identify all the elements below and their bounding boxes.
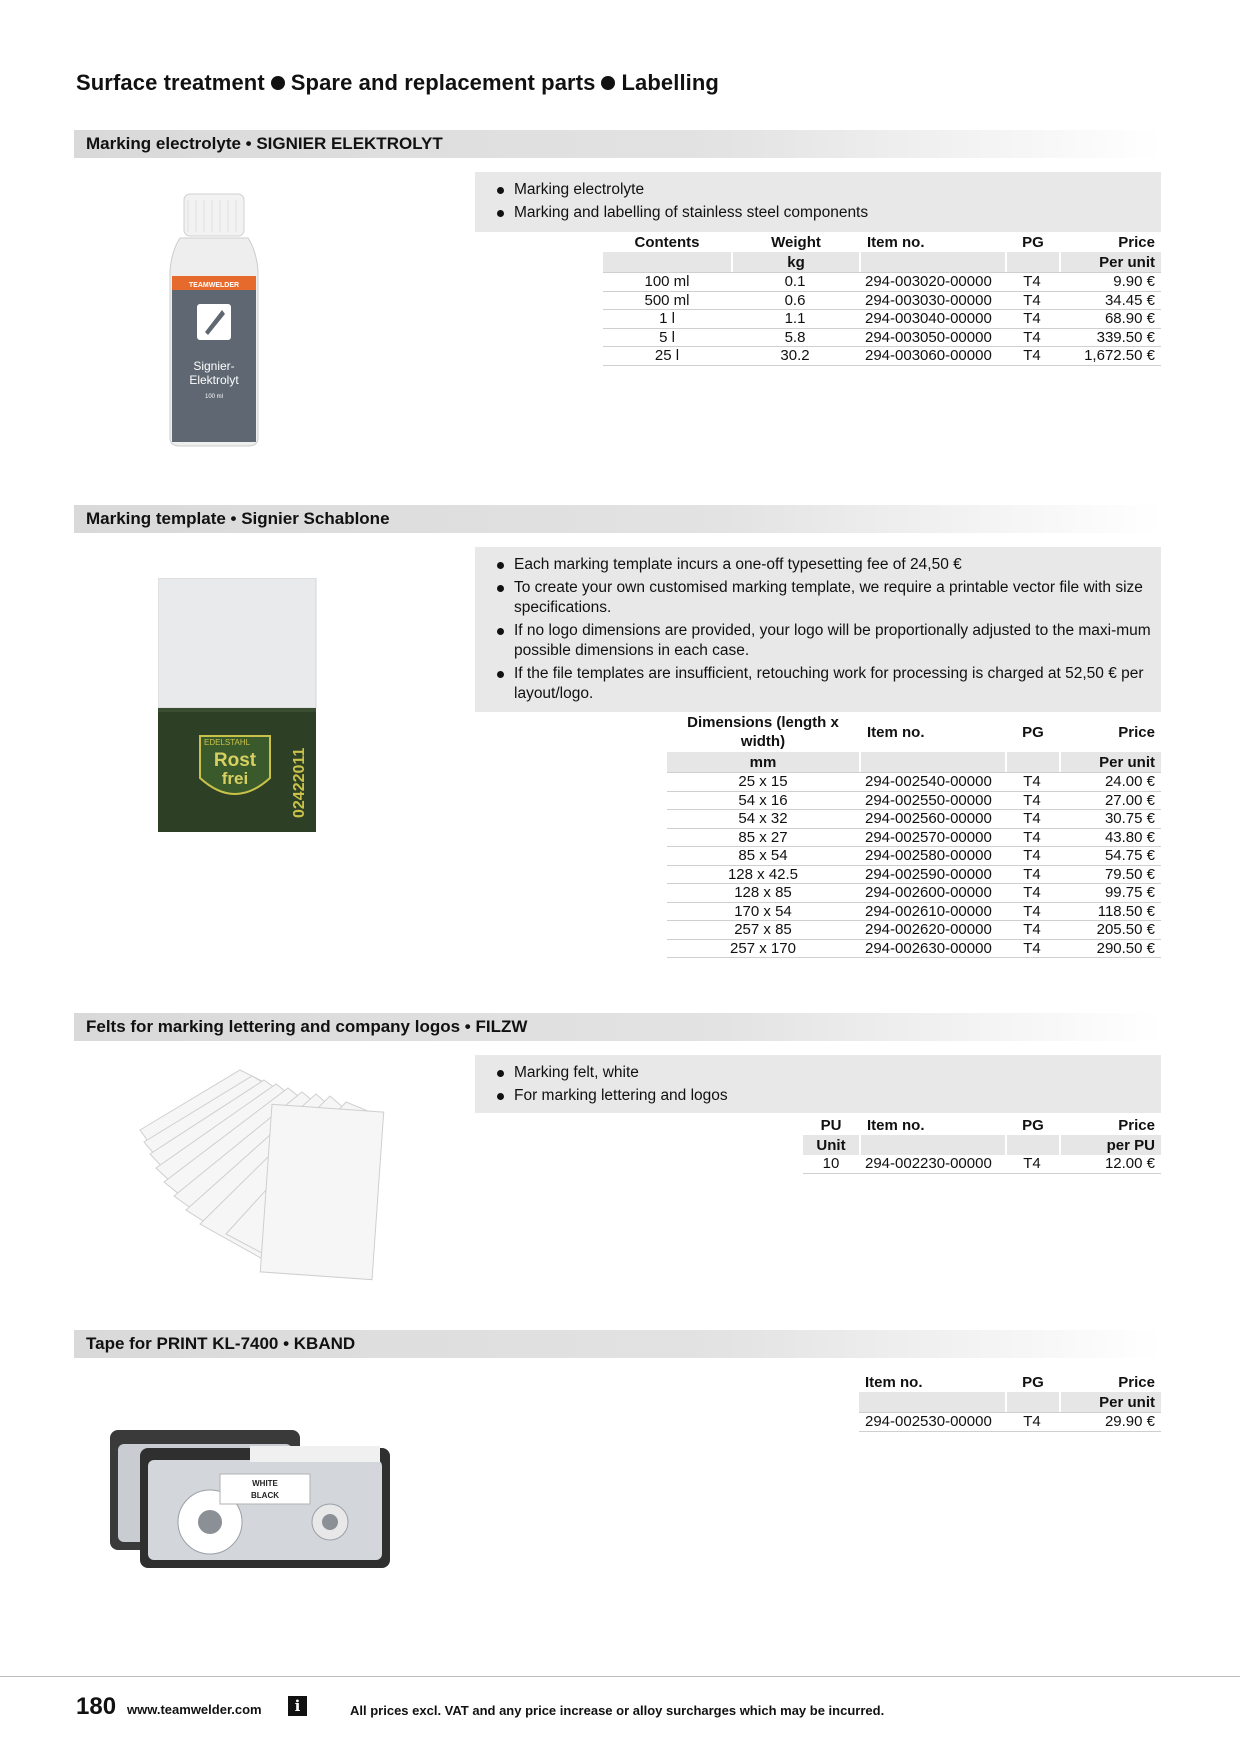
table-row	[603, 309, 1161, 328]
table-row	[667, 791, 1161, 810]
table-row	[859, 1412, 1161, 1432]
electrolyte-bottle-image	[150, 180, 280, 460]
feature-item: Each marking template incurs a one-off typesetting fee of 24,50 €	[485, 555, 1151, 575]
cell-dimensions: 54 x 16	[667, 791, 859, 810]
cell-price: 9.90 €	[1059, 272, 1161, 291]
column-header: Item no.	[865, 1373, 923, 1391]
feature-box	[475, 172, 1161, 232]
cell-pg: T4	[1005, 846, 1059, 865]
column-subheader: mm	[667, 752, 859, 772]
cell-item-no: 294-002570-00000	[859, 828, 1005, 847]
cell-dimensions: 85 x 27	[667, 828, 859, 847]
marking-felts-icon	[80, 1050, 410, 1290]
cell-pg: T4	[1005, 883, 1059, 902]
cell-weight: 30.2	[731, 346, 859, 366]
cell-price: 290.50 €	[1059, 939, 1161, 959]
column-subheader: Per unit	[1059, 1392, 1161, 1412]
column-header: Weight	[731, 232, 859, 252]
column-subheader: kg	[731, 252, 859, 272]
column-header: Contents	[634, 233, 700, 251]
cell-pu: 10	[803, 1155, 859, 1174]
cell-pg: T4	[1005, 791, 1059, 810]
tape-cassette-icon	[100, 1410, 400, 1570]
cell-pg: T4	[1005, 272, 1059, 291]
bullet-separator	[271, 76, 285, 90]
tape-cassette-image	[100, 1410, 400, 1570]
feature-item: Marking electrolyte	[485, 180, 1151, 200]
title-part: Surface treatment	[76, 70, 265, 95]
cell-item-no: 294-002630-00000	[859, 939, 1005, 959]
cell-pg: T4	[1005, 1412, 1059, 1432]
table-row	[667, 846, 1161, 865]
cell-item-no: 294-003020-00000	[859, 272, 1005, 291]
cell-price: 118.50 €	[1059, 902, 1161, 921]
feature-item: To create your own customised marking template, we require a printable vector file with size specifications.	[485, 578, 1151, 618]
feature-item: Marking felt, white	[485, 1063, 1151, 1083]
column-subheader: Per unit	[1059, 752, 1161, 772]
cell-item-no: 294-003050-00000	[859, 328, 1005, 347]
title-part: Spare and replacement parts	[290, 70, 596, 95]
price-table	[859, 1372, 1161, 1432]
table-row	[603, 291, 1161, 310]
cell-price: 339.50 €	[1059, 328, 1161, 347]
cell-contents: 100 ml	[603, 272, 731, 291]
footer-divider	[0, 1676, 1240, 1677]
cell-item-no: 294-002590-00000	[859, 865, 1005, 884]
table-row	[803, 1155, 1161, 1174]
tape-label: WHITE	[252, 1479, 278, 1488]
cell-item-no: 294-003040-00000	[859, 309, 1005, 328]
cell-price: 27.00 €	[1059, 791, 1161, 810]
column-subheader: per PU	[1059, 1135, 1161, 1155]
cell-dimensions: 257 x 85	[667, 920, 859, 939]
table-row	[603, 346, 1161, 366]
stamp-text: frei	[221, 769, 249, 788]
marking-felts-image	[80, 1050, 410, 1290]
cell-price: 29.90 €	[1059, 1412, 1161, 1432]
column-header: PG	[1005, 712, 1059, 752]
feature-item: Marking and labelling of stainless steel components	[485, 203, 1151, 223]
bottle-brand: TEAMWELDER	[188, 282, 240, 289]
cell-item-no: 294-002550-00000	[859, 791, 1005, 810]
cell-price: 79.50 €	[1059, 865, 1161, 884]
cell-pg: T4	[1005, 828, 1059, 847]
column-subheader	[1005, 752, 1059, 772]
cell-dimensions: 54 x 32	[667, 809, 859, 828]
bottle-label: Signier-	[193, 359, 235, 373]
cell-weight: 1.1	[731, 309, 859, 328]
cell-price: 68.90 €	[1059, 309, 1161, 328]
page-number: 180	[76, 1693, 117, 1720]
section-title: Tape for PRINT KL-7400 • KBAND	[86, 1334, 356, 1353]
column-header: PG	[1005, 1372, 1059, 1392]
cell-price: 43.80 €	[1059, 828, 1161, 847]
info-icon: i	[288, 1696, 307, 1716]
cell-weight: 5.8	[731, 328, 859, 347]
column-subheader	[1005, 252, 1059, 272]
cell-weight: 0.6	[731, 291, 859, 310]
column-subheader	[859, 252, 1005, 272]
tape-label: BLACK	[251, 1491, 279, 1500]
cell-price: 12.00 €	[1059, 1155, 1161, 1174]
price-table	[803, 1115, 1161, 1174]
cell-price: 24.00 €	[1059, 772, 1161, 791]
table-row	[603, 328, 1161, 347]
cell-dimensions: 25 x 15	[667, 772, 859, 791]
cell-dimensions: 85 x 54	[667, 846, 859, 865]
cell-pg: T4	[1005, 865, 1059, 884]
column-header: Item no.	[859, 1115, 1005, 1135]
cell-contents: 25 l	[603, 346, 731, 366]
cell-price: 30.75 €	[1059, 809, 1161, 828]
cell-dimensions: 170 x 54	[667, 902, 859, 921]
cell-contents: 500 ml	[603, 291, 731, 310]
cell-pg: T4	[1005, 346, 1059, 366]
table-row	[667, 865, 1161, 884]
cell-item-no: 294-002600-00000	[859, 883, 1005, 902]
marking-template-icon	[158, 578, 318, 834]
table-row	[667, 828, 1161, 847]
cell-item-no: 294-002560-00000	[859, 809, 1005, 828]
section-title: Felts for marking lettering and company logos • FILZW	[86, 1017, 528, 1036]
column-header: PG	[1005, 232, 1059, 252]
column-header: PG	[1005, 1115, 1059, 1135]
cell-pg: T4	[1005, 920, 1059, 939]
section-header	[74, 505, 1162, 533]
cell-dimensions: 257 x 170	[667, 939, 859, 959]
cell-pg: T4	[1005, 1155, 1059, 1174]
cell-pg: T4	[1005, 328, 1059, 347]
table-row	[667, 883, 1161, 902]
price-table	[603, 232, 1161, 366]
cell-item-no: 294-003030-00000	[859, 291, 1005, 310]
page-title	[76, 70, 719, 96]
table-row	[667, 809, 1161, 828]
feature-box	[475, 1055, 1161, 1113]
column-subheader	[859, 1135, 1005, 1155]
cell-price: 54.75 €	[1059, 846, 1161, 865]
cell-pg: T4	[1005, 809, 1059, 828]
column-header: Price	[1059, 1372, 1161, 1392]
cell-dimensions: 128 x 42.5	[667, 865, 859, 884]
column-header: Dimensions (length x width)	[687, 714, 839, 750]
bullet-separator	[601, 76, 615, 90]
column-subheader	[1005, 1392, 1059, 1412]
column-subheader: Per unit	[1059, 252, 1161, 272]
bottle-label: Elektrolyt	[189, 373, 239, 387]
cell-item-no: 294-002540-00000	[859, 772, 1005, 791]
table-row	[667, 939, 1161, 959]
cell-price: 1,672.50 €	[1059, 346, 1161, 366]
cell-pg: T4	[1005, 772, 1059, 791]
column-header: PU	[820, 1116, 842, 1134]
column-header: Item no.	[859, 712, 1005, 752]
section-title: Marking template • Signier Schablone	[86, 509, 390, 528]
table-row	[603, 272, 1161, 291]
cell-pg: T4	[1005, 291, 1059, 310]
serial-number: 02422011	[291, 747, 308, 818]
cell-item-no: 294-002580-00000	[859, 846, 1005, 865]
section-header	[74, 1330, 1162, 1358]
feature-item: If no logo dimensions are provided, your logo will be proportionally adjusted to the maxi-mum possible dimensions in each case.	[485, 621, 1151, 661]
column-header: Price	[1059, 712, 1161, 752]
section-title: Marking electrolyte • SIGNIER ELEKTROLYT	[86, 134, 443, 153]
column-subheader: Unit	[803, 1135, 859, 1155]
cell-item-no: 294-002610-00000	[859, 902, 1005, 921]
table-row	[667, 772, 1161, 791]
section-header	[74, 1013, 1162, 1041]
bottle-volume: 100 ml	[204, 394, 224, 400]
price-table	[667, 712, 1161, 958]
column-header: Price	[1059, 1115, 1161, 1135]
table-row	[667, 902, 1161, 921]
cell-price: 205.50 €	[1059, 920, 1161, 939]
feature-box	[475, 547, 1161, 712]
stamp-text: Rost	[213, 750, 257, 771]
column-subheader	[859, 752, 1005, 772]
cell-item-no: 294-002530-00000	[859, 1412, 1005, 1432]
cell-item-no: 294-003060-00000	[859, 346, 1005, 366]
cell-contents: 1 l	[603, 309, 731, 328]
electrolyte-bottle-icon	[150, 180, 280, 460]
section-header	[74, 130, 1162, 158]
title-part: Labelling	[621, 70, 719, 95]
cell-price: 34.45 €	[1059, 291, 1161, 310]
cell-dimensions: 128 x 85	[667, 883, 859, 902]
feature-item: If the file templates are insufficient, retouching work for processing is charged at 52,50 € per layout/logo.	[485, 664, 1151, 704]
cell-item-no: 294-002230-00000	[859, 1155, 1005, 1174]
column-header: Item no.	[859, 232, 1005, 252]
table-row	[667, 920, 1161, 939]
website-link[interactable]: www.teamwelder.com	[127, 1702, 262, 1717]
cell-price: 99.75 €	[1059, 883, 1161, 902]
column-subheader	[603, 252, 731, 272]
cell-pg: T4	[1005, 309, 1059, 328]
column-subheader	[859, 1392, 1005, 1412]
cell-pg: T4	[1005, 902, 1059, 921]
cell-item-no: 294-002620-00000	[859, 920, 1005, 939]
column-header: Price	[1059, 232, 1161, 252]
cell-contents: 5 l	[603, 328, 731, 347]
cell-weight: 0.1	[731, 272, 859, 291]
cell-pg: T4	[1005, 939, 1059, 959]
stamp-top-text: EDELSTAHL	[204, 738, 251, 747]
marking-template-image	[158, 578, 318, 834]
price-note: All prices excl. VAT and any price increase or alloy surcharges which may be incurred.	[350, 1703, 885, 1718]
feature-item: For marking lettering and logos	[485, 1086, 1151, 1106]
column-subheader	[1005, 1135, 1059, 1155]
